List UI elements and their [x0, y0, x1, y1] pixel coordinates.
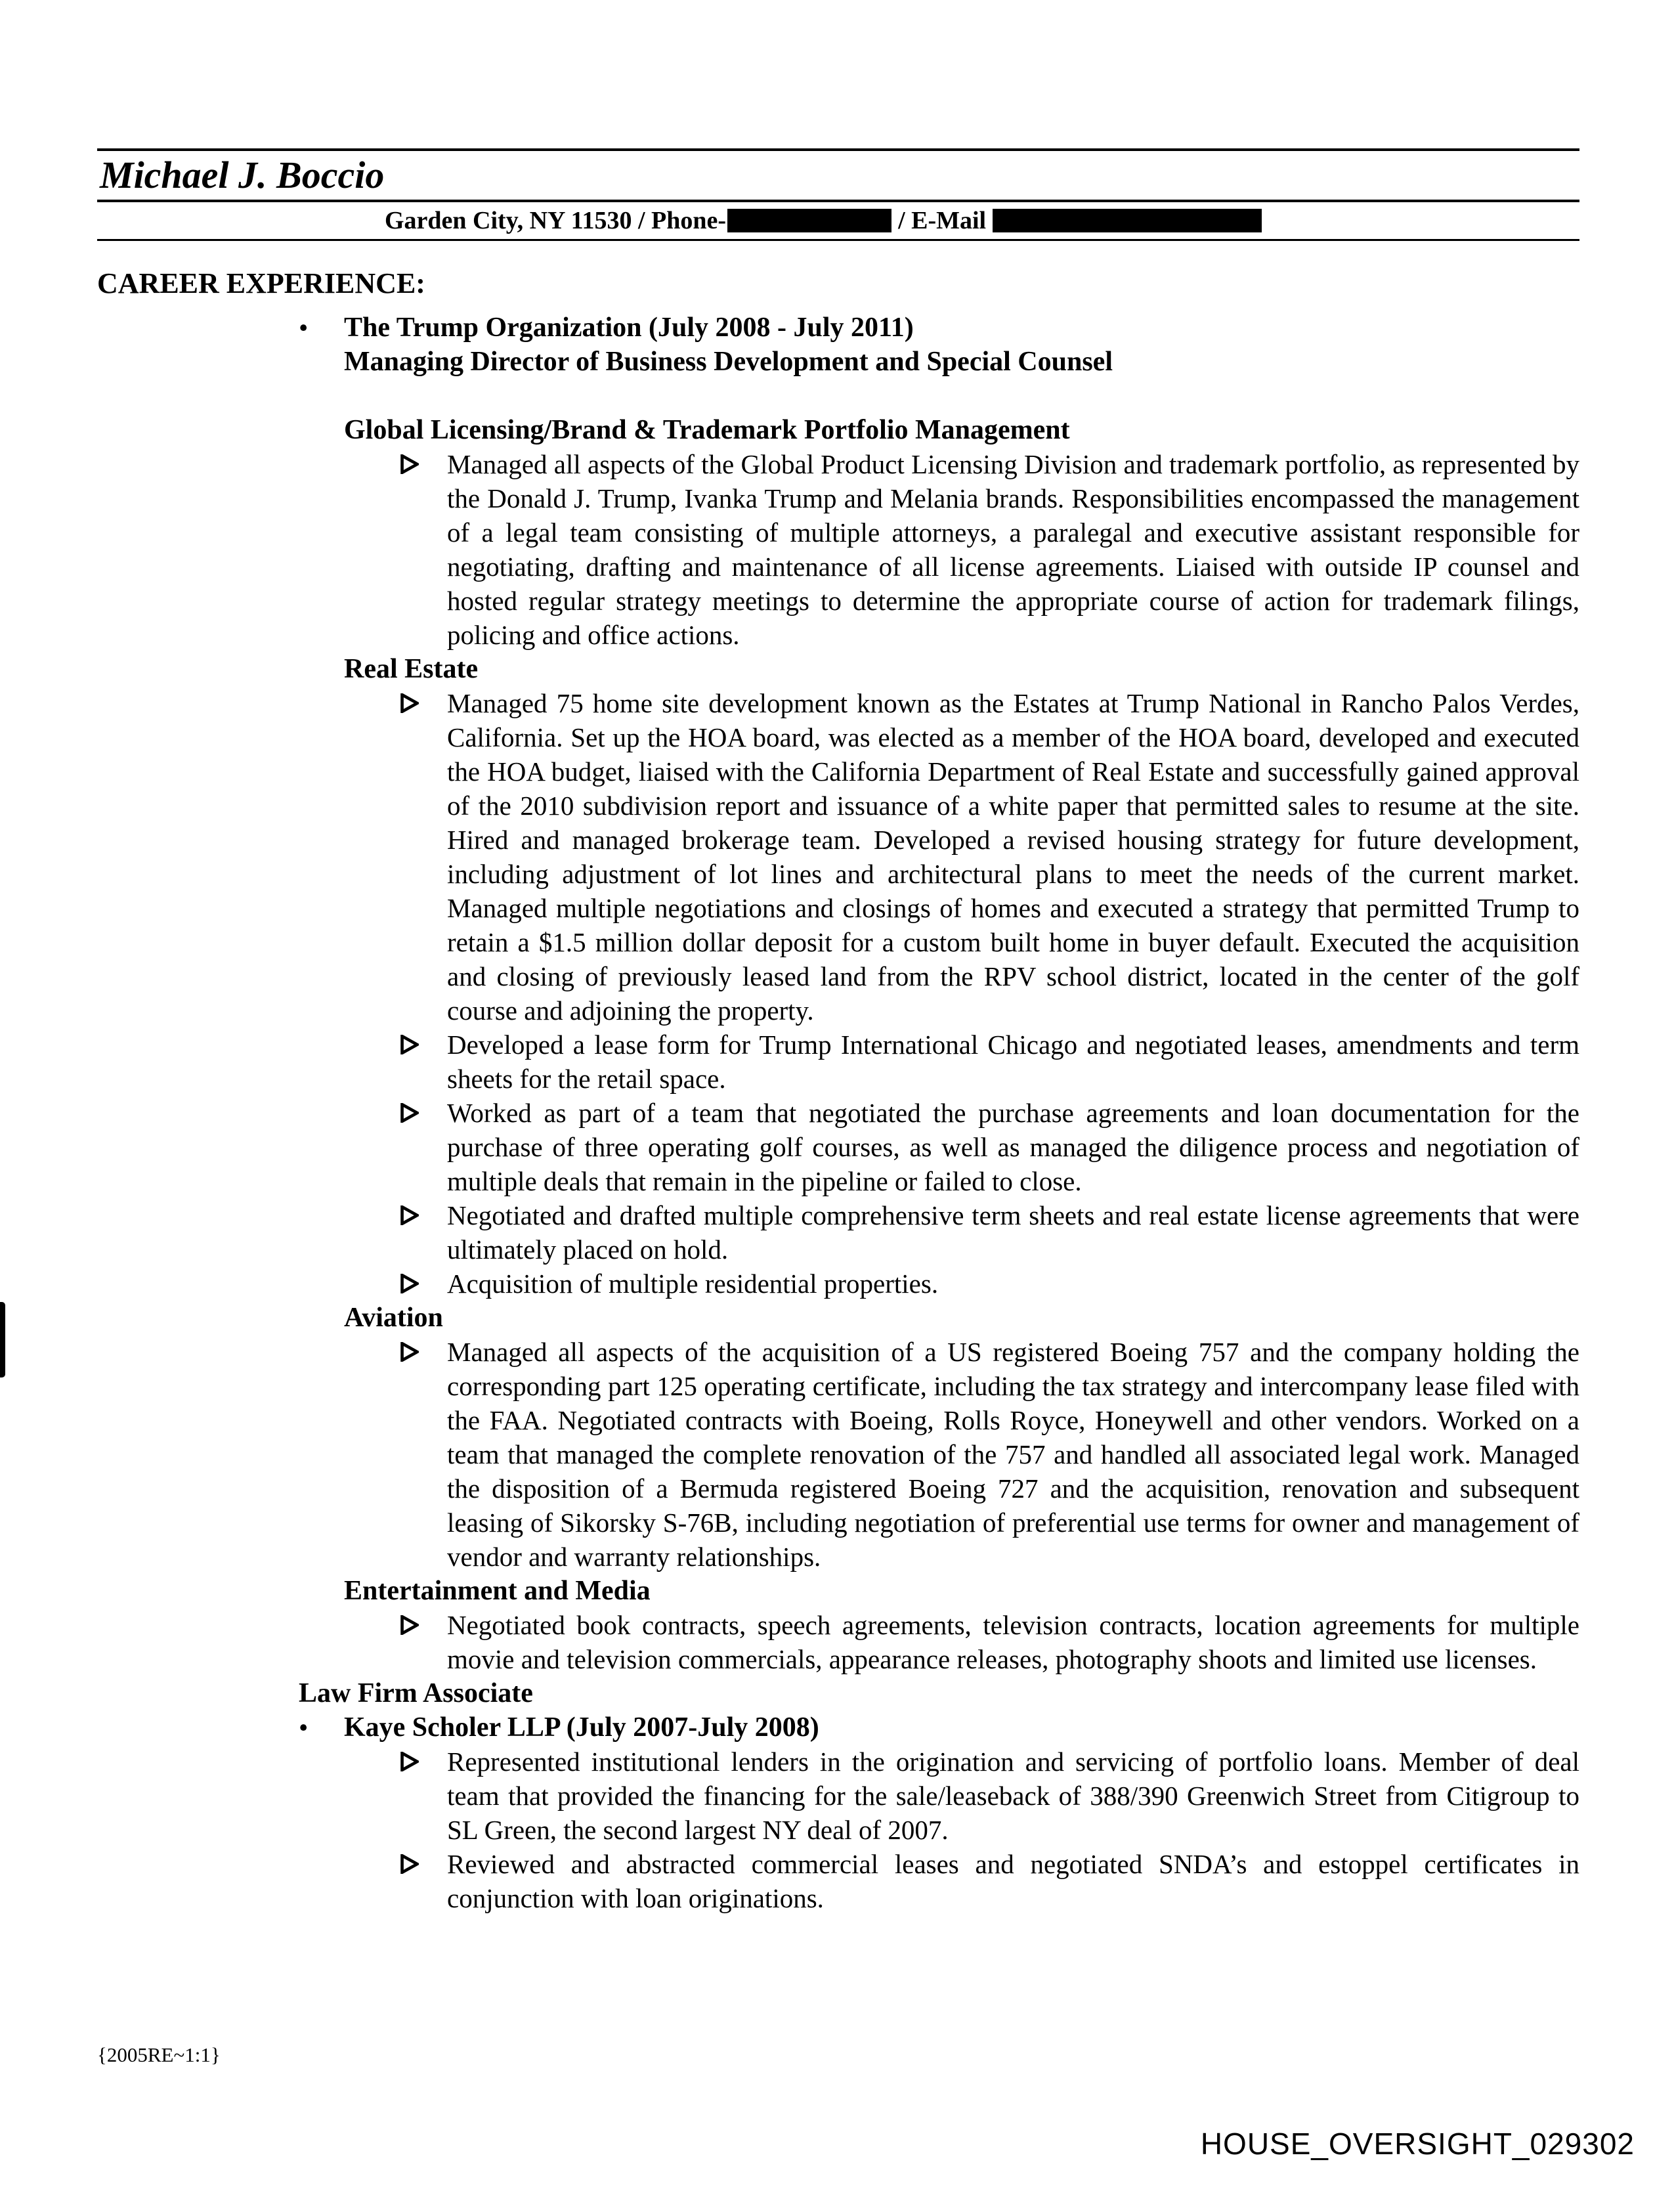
- bullet-text: Reviewed and abstracted commercial leases and negotiated SNDA’s and estoppel certificates in conjunction with loan originations.: [447, 1849, 1579, 1913]
- arrow-bullet-icon: [400, 1267, 447, 1301]
- company-name: Kaye Scholer LLP (July 2007-July 2008): [344, 1712, 819, 1743]
- arrow-bullet-icon: [400, 1028, 447, 1096]
- arrow-bullet-icon: [400, 1096, 447, 1198]
- bullet-text: Negotiated and drafted multiple comprehensive term sheets and real estate license agreements that were ultimately placed on hold.: [447, 1200, 1579, 1265]
- scan-artifact: [0, 1302, 5, 1377]
- arrow-bullet-icon: [400, 1847, 447, 1915]
- arrow-bullet-icon: [400, 686, 447, 1028]
- section-heading-entertainment: Entertainment and Media: [344, 1576, 651, 1606]
- arrow-bullet-icon: [400, 1745, 447, 1847]
- contact-line: [385, 202, 1579, 239]
- email-redaction-box: [993, 209, 1262, 232]
- bullet-text: Managed all aspects of the acquisition of a US registered Boeing 757 and the company holding the corresponding part 125 operating certificate, including the tax strategy and intercompany lease filed with the FAA. Negotiated contracts with Boeing, Rolls Royce, Honeywell and other vendors. Worked on a team that managed the complete renovation of the 757 and handled all associated legal work. Managed the disposition of a Bermuda registered Boeing 727 and the acquisition, renovation and subsequent leasing of Sikorsky S-76B, including negotiation of preferential use terms for owner and management of vendor and warranty relationships.: [447, 1337, 1579, 1572]
- career-experience-heading: CAREER EXPERIENCE:: [97, 267, 425, 299]
- bullet-item: [400, 447, 1579, 652]
- bullet-text: Managed all aspects of the Global Product Licensing Division and trademark portfolio, as represented by the Donald J. Trump, Ivanka Trump and Melania brands. Responsibilities encompassed the management of a legal team consisting of multiple attorneys, a paralegal and executive assistant responsible for negotiating, drafting and maintenance of all license agreements. Liaised with outside IP counsel and hosted regular strategy meetings to determine the appropriate course of action for trademark filings, policing and office actions.: [447, 449, 1579, 650]
- section-heading-licensing: Global Licensing/Brand & Trademark Portfolio Management: [344, 415, 1070, 445]
- round-bullet-icon: •: [299, 313, 309, 343]
- header-bottom-rule: [97, 239, 1579, 241]
- page-content: [97, 148, 1579, 1915]
- bullet-item: [400, 1028, 1579, 1096]
- entry-kaye-scholer: [299, 1710, 1579, 1745]
- bullet-text: Acquisition of multiple residential properties.: [447, 1269, 939, 1299]
- bullet-item: [400, 1335, 1579, 1574]
- section-heading-law-firm: Law Firm Associate: [299, 1678, 533, 1708]
- bullet-text: Represented institutional lenders in the origination and servicing of portfolio loans. Member of deal team that provided the financing for the sale/leaseback of 388/390 Greenwich Street from Citigroup to SL Green, the second largest NY deal of 2007.: [447, 1746, 1579, 1845]
- document-code: {2005RE~1:1}: [97, 2043, 221, 2066]
- entry-trump-organization: [299, 311, 1579, 345]
- arrow-bullet-icon: [400, 1608, 447, 1676]
- round-bullet-icon: •: [299, 1712, 309, 1743]
- bullet-item: [400, 1267, 1579, 1301]
- contact-email-label: / E-Mail: [898, 207, 987, 234]
- contact-location-phone-label: Garden City, NY 11530 / Phone-: [385, 207, 727, 234]
- bullet-item: [400, 1096, 1579, 1198]
- bullet-item: [400, 686, 1579, 1028]
- section-heading-real-estate: Real Estate: [344, 654, 479, 684]
- phone-redaction-box: [727, 209, 891, 232]
- bullet-text: Managed 75 home site development known as the Estates at Trump National in Rancho Palos Verdes, California. Set up the HOA board, was elected as a member of the HOA board, developed and executed the HOA budget, liaised with the California Department of Real Estate and successfully gained approval of the 2010 subdivision report and issuance of a white paper that permitted sales to resume at the site. Hired and managed brokerage team. Developed a revised housing strategy for future development, including adjustment of lot lines and architectural plans to meet the needs of the current market. Managed multiple negotiations and closings of homes and executed a strategy that permitted Trump to retain a $1.5 million dollar deposit for a custom built home in buyer default. Executed the acquisition and closing of previously leased land from the RPV school district, located in the center of the golf course and adjoining the property.: [447, 688, 1579, 1026]
- bates-number: HOUSE_OVERSIGHT_029302: [1200, 2127, 1635, 2161]
- arrow-bullet-icon: [400, 447, 447, 652]
- bullet-item: [400, 1198, 1579, 1267]
- bullet-text: Negotiated book contracts, speech agreements, television contracts, location agreements for multiple movie and television commercials, appearance releases, photography shoots and limited use licenses.: [447, 1610, 1579, 1674]
- arrow-bullet-icon: [400, 1198, 447, 1267]
- job-title: Managing Director of Business Development and Special Counsel: [344, 347, 1113, 377]
- person-name: Michael J. Boccio: [100, 154, 385, 196]
- company-name: The Trump Organization (July 2008 - July 2011): [344, 313, 914, 343]
- bullet-item: [400, 1745, 1579, 1847]
- arrow-bullet-icon: [400, 1335, 447, 1574]
- bullet-item: [400, 1847, 1579, 1915]
- section-heading-aviation: Aviation: [344, 1303, 443, 1333]
- bullet-text: Worked as part of a team that negotiated the purchase agreements and loan documentation for the purchase of three operating golf courses, as well as managed the diligence process and negotiation of multiple deals that remain in the pipeline or failed to close.: [447, 1098, 1579, 1196]
- bullet-text: Developed a lease form for Trump International Chicago and negotiated leases, amendments and term sheets for the retail space.: [447, 1030, 1579, 1094]
- spacer: [97, 379, 1579, 413]
- bullet-item: [400, 1608, 1579, 1676]
